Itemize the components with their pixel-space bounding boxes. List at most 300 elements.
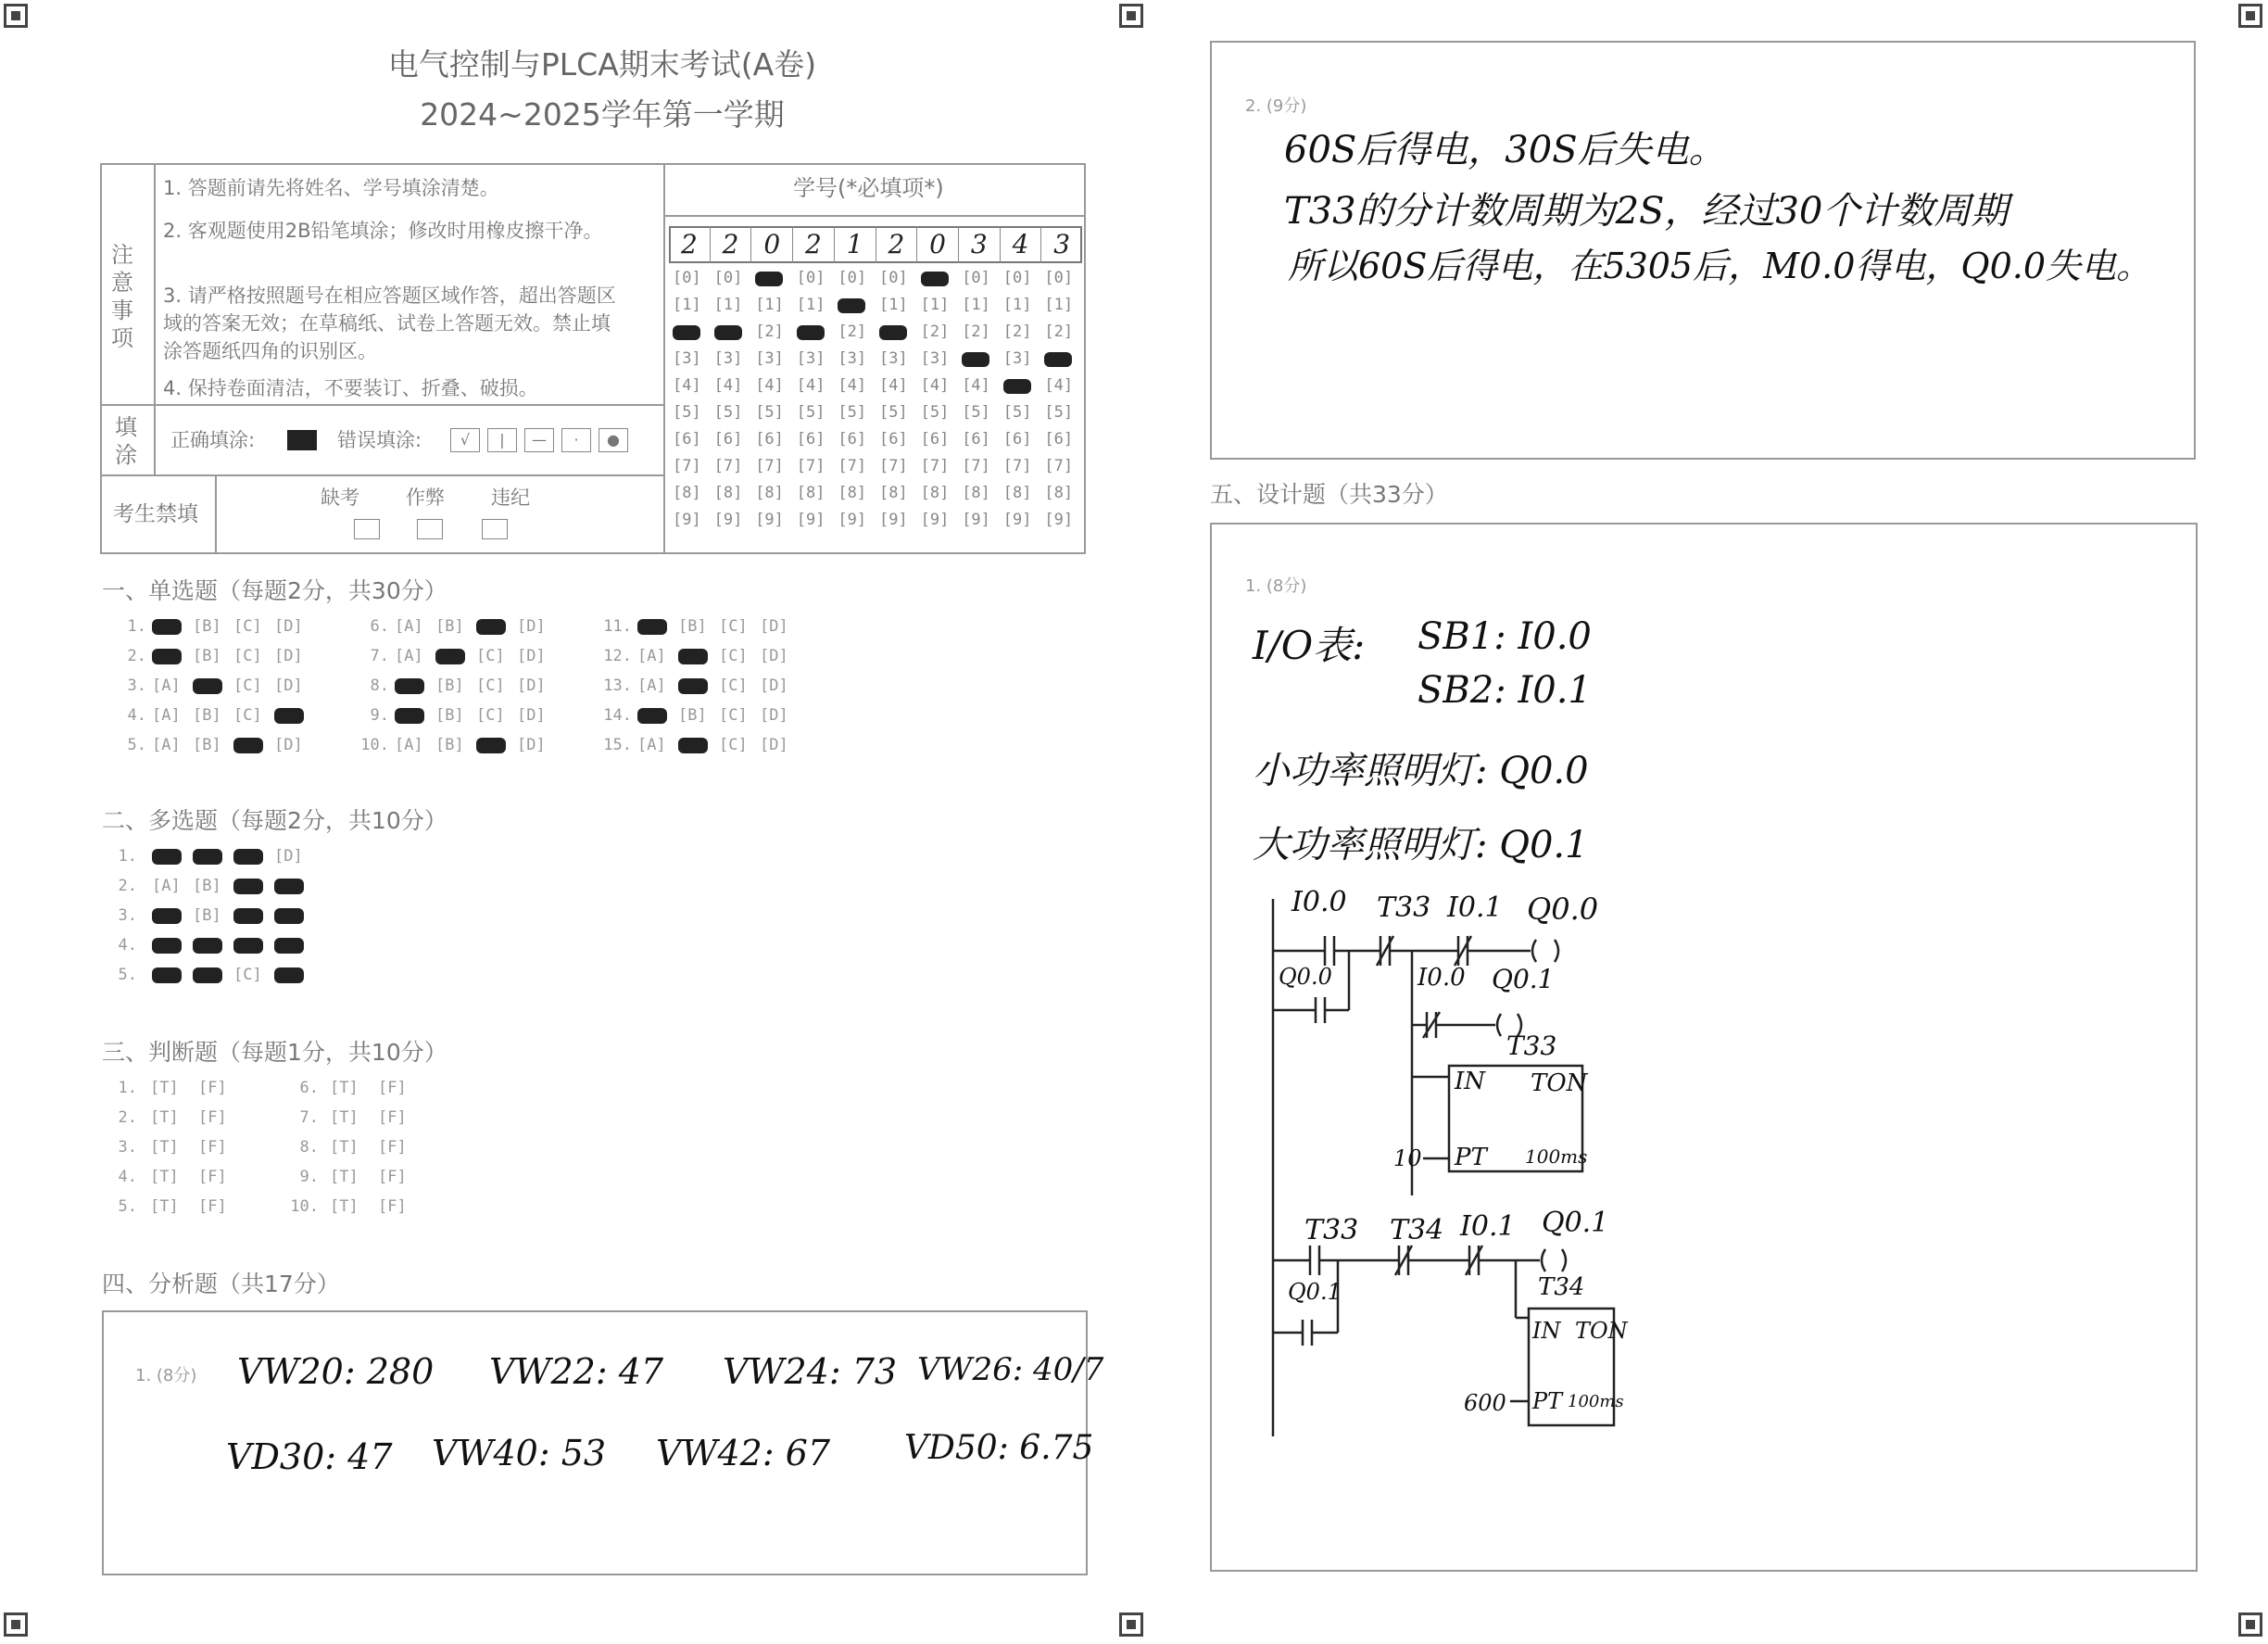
student-id-digit: 3 <box>1053 229 1071 259</box>
answer-bubble[interactable]: [C] <box>719 736 748 754</box>
question-number: 8. <box>370 677 389 695</box>
corner-marker <box>4 1612 28 1637</box>
answer-bubble[interactable]: [D] <box>760 617 788 636</box>
student-id-digit: 2 <box>793 226 835 263</box>
answer-bubble[interactable]: [B] <box>193 706 221 725</box>
answer-bubble[interactable]: [A] <box>152 877 181 895</box>
student-id-bubble[interactable]: [9] <box>962 511 990 529</box>
answer-bubble-filled[interactable] <box>233 908 263 924</box>
answer-bubble[interactable]: [A] <box>152 706 181 725</box>
section2-title: 二、多选题（每题2分，共10分） <box>102 807 447 834</box>
violation-checkbox[interactable] <box>482 519 508 539</box>
multi-choice-area[interactable] <box>111 847 389 1005</box>
answer-bubble[interactable]: [A] <box>152 677 181 695</box>
student-id-bubble[interactable]: [0] <box>962 269 990 287</box>
ladder-label: Q0.1 <box>1288 1279 1342 1305</box>
corner-marker <box>1119 4 1143 28</box>
forbidden-label: 考生禁填 <box>113 502 198 526</box>
answer-bubble-filled[interactable] <box>678 649 708 664</box>
student-id-digit: 3 <box>959 226 1001 263</box>
answer-bubble[interactable]: [B] <box>193 617 221 636</box>
answer-bubble[interactable]: [B] <box>193 736 221 754</box>
answer-bubble[interactable]: [D] <box>517 647 546 665</box>
student-id-bubble[interactable]: [3] <box>673 349 701 368</box>
wrong-fill-samples <box>450 428 628 452</box>
answer-bubble-filled[interactable] <box>152 908 182 924</box>
student-id-bubble[interactable]: [0] <box>1044 269 1074 287</box>
ladder-label: PT <box>1532 1388 1563 1414</box>
student-id-bubble-filled[interactable] <box>714 325 742 340</box>
answer-bubble-filled[interactable] <box>476 619 506 635</box>
student-id-bubble[interactable]: [0] <box>673 269 701 287</box>
answer-bubble[interactable]: [B] <box>193 877 221 895</box>
question-number: 6. <box>299 1079 319 1097</box>
student-id-bubble[interactable]: [6] <box>879 430 908 449</box>
student-id-bubble[interactable]: [3] <box>920 349 950 368</box>
student-id-bubble[interactable]: [0] <box>1002 269 1032 287</box>
answer-bubble[interactable]: [F] <box>198 1108 227 1127</box>
answer-bubble[interactable]: [A] <box>395 647 423 665</box>
ladder-label: T33 <box>1377 892 1431 924</box>
student-id-bubble[interactable]: [1] <box>879 296 908 314</box>
answer-bubble[interactable]: [C] <box>233 647 262 665</box>
student-id-bubble[interactable]: [9] <box>713 511 743 529</box>
answer-bubble[interactable]: [T] <box>330 1168 359 1186</box>
student-id-bubble-filled[interactable] <box>921 272 949 286</box>
student-id-bubble[interactable]: [9] <box>920 511 950 529</box>
answer-bubble-filled[interactable] <box>678 678 708 694</box>
notice-item: 1. 答题前请先将姓名、学号填涂清楚。 <box>163 177 499 199</box>
answer-vd50: VD50: 6.75 <box>904 1429 1094 1467</box>
q2-answer-line: 所以60S后得电，在5305后，M0.0得电，Q0.0失电。 <box>1288 246 2152 286</box>
student-id-bubble[interactable]: [1] <box>796 296 825 314</box>
question-number: 6. <box>370 617 389 636</box>
answer-bubble-filled[interactable] <box>274 879 304 894</box>
answer-bubble[interactable]: [T] <box>150 1197 179 1216</box>
student-id-bubble[interactable]: [0] <box>838 269 867 287</box>
student-id-bubble[interactable]: [4] <box>713 376 743 395</box>
answer-bubble[interactable]: [C] <box>719 647 748 665</box>
student-id-bubble[interactable]: [4] <box>755 376 784 395</box>
student-id-bubble[interactable]: [4] <box>673 376 701 395</box>
ladder-label: T34 <box>1390 1214 1444 1246</box>
student-id-bubble[interactable]: [5] <box>673 403 701 422</box>
question-number: 3. <box>127 677 146 695</box>
ladder-label: IN <box>1455 1068 1486 1095</box>
question-number: 9. <box>299 1168 319 1186</box>
notice-label: 注意事项 <box>111 242 133 351</box>
answer-bubble[interactable]: [C] <box>719 706 748 725</box>
student-id-bubble[interactable]: [2] <box>838 322 867 341</box>
answer-bubble-filled[interactable] <box>193 967 222 983</box>
answer-bubble[interactable]: [D] <box>274 677 303 695</box>
answer-bubble[interactable]: [C] <box>476 706 505 725</box>
section3-title: 三、判断题（每题1分，共10分） <box>102 1039 447 1066</box>
student-id-digit: 2 <box>711 226 752 263</box>
answer-bubble[interactable]: [T] <box>330 1197 359 1216</box>
exam-title: 电气控制与PLCA期末考试(A卷) <box>387 46 817 82</box>
ladder-label: PT <box>1455 1144 1487 1171</box>
student-id-bubble[interactable]: [4] <box>796 376 825 395</box>
answer-bubble-filled[interactable] <box>152 938 182 954</box>
student-id-bubble[interactable]: [3] <box>879 349 908 368</box>
question-number: 1. (8分) <box>1245 576 1307 596</box>
answer-bubble-filled[interactable] <box>395 708 424 724</box>
answer-bubble-filled[interactable] <box>274 938 304 954</box>
answer-bubble[interactable]: [A] <box>152 736 181 754</box>
answer-bubble[interactable]: [A] <box>395 736 423 754</box>
answer-bubble[interactable]: [B] <box>678 617 707 636</box>
question-number: 4. <box>118 1168 137 1186</box>
answer-bubble[interactable]: [C] <box>476 647 505 665</box>
answer-bubble[interactable]: [F] <box>198 1197 227 1216</box>
notice-item: 3. 请严格按照题号在相应答题区域作答，超出答题区域的答案无效；在草稿纸、试卷上答题无效。禁止填涂答题纸四角的识别区。 <box>163 285 616 362</box>
ladder-label: 100ms <box>1568 1392 1624 1411</box>
student-id-bubble[interactable]: [3] <box>796 349 825 368</box>
student-id-bubble[interactable]: [0] <box>796 269 825 287</box>
student-id-bubble[interactable]: [3] <box>838 349 867 368</box>
student-id-bubble[interactable]: [5] <box>796 403 825 422</box>
student-id-bubble[interactable]: [2] <box>920 322 950 341</box>
student-id-bubble[interactable]: [2] <box>1002 322 1032 341</box>
ladder-label: TON <box>1575 1318 1628 1344</box>
student-id-bubble[interactable]: [5] <box>713 403 743 422</box>
answer-bubble[interactable]: [B] <box>435 736 464 754</box>
answer-bubble[interactable]: [B] <box>435 617 464 636</box>
answer-bubble-filled[interactable] <box>152 619 182 635</box>
question-number: 2. <box>118 1108 137 1127</box>
cheat-checkbox[interactable] <box>417 519 443 539</box>
answer-bubble[interactable]: [B] <box>435 677 464 695</box>
student-id-bubble[interactable]: [8] <box>962 484 990 502</box>
question-number: 5. <box>118 966 137 984</box>
answer-bubble[interactable]: [C] <box>233 706 262 725</box>
student-id-bubble[interactable]: [1] <box>962 296 990 314</box>
ladder-label: 600 <box>1464 1390 1506 1416</box>
ladder-label: I0.1 <box>1447 892 1503 924</box>
io-row: SB1: I0.0 <box>1418 615 1592 658</box>
student-id-bubble[interactable]: [7] <box>713 457 743 475</box>
single-choice-area[interactable] <box>111 617 852 775</box>
question-number: 3. <box>118 906 137 925</box>
answer-bubble[interactable]: [F] <box>198 1168 227 1186</box>
student-id-bubble[interactable]: [9] <box>796 511 825 529</box>
answer-bubble-filled[interactable] <box>678 738 708 753</box>
student-id-bubble-filled[interactable] <box>879 325 907 340</box>
section1-title: 一、单选题（每题2分，共30分） <box>102 577 447 604</box>
question-number: 1. <box>118 1079 137 1097</box>
student-id-bubble[interactable]: [1] <box>1002 296 1032 314</box>
answer-bubble-filled[interactable] <box>193 849 222 865</box>
student-id-digit: 2 <box>876 226 918 263</box>
answer-vw26: VW26: 40/7 <box>917 1351 1104 1388</box>
question-number: 3. <box>118 1138 137 1157</box>
wrong-fill-label: 错误填涂: <box>337 429 422 451</box>
answer-bubble[interactable]: [B] <box>678 706 707 725</box>
q2-answer-line: T33的分计数周期为2S，经过30个计数周期 <box>1284 190 2009 233</box>
answer-bubble[interactable]: [F] <box>378 1168 407 1186</box>
question-number: 12. <box>603 647 632 665</box>
student-id-bubble[interactable]: [5] <box>920 403 950 422</box>
answer-bubble[interactable]: [C] <box>719 617 748 636</box>
student-id-bubble[interactable]: [9] <box>673 511 701 529</box>
answer-bubble[interactable]: [T] <box>150 1079 179 1097</box>
answer-bubble[interactable]: [D] <box>517 617 546 636</box>
student-id-bubble[interactable]: [4] <box>838 376 867 395</box>
answer-bubble-filled[interactable] <box>233 849 263 865</box>
answer-bubble-filled[interactable] <box>193 678 222 694</box>
student-id-bubble[interactable]: [1] <box>920 296 950 314</box>
question-number: 5. <box>127 736 146 754</box>
student-id-bubble[interactable]: [0] <box>879 269 908 287</box>
answer-bubble[interactable]: [D] <box>517 706 546 725</box>
question-number: 2. <box>118 877 137 895</box>
student-id-bubble[interactable]: [9] <box>755 511 784 529</box>
section5-title: 五、设计题（共33分） <box>1210 481 1448 508</box>
answer-bubble[interactable]: [B] <box>435 706 464 725</box>
answer-bubble[interactable]: [F] <box>198 1138 227 1157</box>
ladder-label: Q0.0 <box>1279 964 1332 990</box>
student-id-bubble[interactable]: [7] <box>796 457 825 475</box>
io-table-label: I/O表: <box>1253 623 1366 668</box>
true-false-area[interactable] <box>111 1079 482 1236</box>
ladder-label: 100ms <box>1525 1145 1588 1168</box>
student-id-bubble[interactable]: [6] <box>1044 430 1074 449</box>
answer-bubble[interactable]: [D] <box>760 736 788 754</box>
student-id-bubble[interactable]: [4] <box>920 376 950 395</box>
answer-bubble[interactable]: [F] <box>378 1079 407 1097</box>
student-id-bubble[interactable]: [3] <box>755 349 784 368</box>
student-id-bubble[interactable]: [5] <box>755 403 784 422</box>
answer-bubble-filled[interactable] <box>637 708 667 724</box>
answer-bubble-filled[interactable] <box>395 678 424 694</box>
forbidden-absent: 缺考 <box>321 487 359 509</box>
answer-bubble[interactable]: [C] <box>233 677 262 695</box>
answer-bubble[interactable]: [F] <box>198 1079 227 1097</box>
answer-bubble[interactable]: [F] <box>378 1197 407 1216</box>
answer-bubble[interactable]: [D] <box>760 677 788 695</box>
exam-subtitle: 2024~2025学年第一学期 <box>420 96 785 133</box>
absent-checkbox[interactable] <box>354 519 380 539</box>
answer-bubble[interactable]: [C] <box>233 966 262 984</box>
ladder-label: T33 <box>1506 1031 1557 1061</box>
student-id-bubble[interactable]: [4] <box>879 376 908 395</box>
student-id-bubble-filled[interactable] <box>673 325 700 340</box>
student-id-bubble[interactable]: [7] <box>920 457 950 475</box>
notice-item: 2. 客观题使用2B铅笔填涂；修改时用橡皮擦干净。 <box>163 220 603 242</box>
answer-bubble[interactable]: [B] <box>193 647 221 665</box>
student-id-digit: 4 <box>1001 226 1042 263</box>
fill-label: 填涂 <box>115 414 137 468</box>
student-id-bubble[interactable]: [3] <box>1002 349 1032 368</box>
student-id-bubble[interactable]: [8] <box>1002 484 1032 502</box>
student-id-bubble[interactable]: [8] <box>920 484 950 502</box>
answer-bubble-filled[interactable] <box>233 879 263 894</box>
student-id-bubble-grid[interactable] <box>669 269 1082 543</box>
answer-bubble-filled[interactable] <box>274 708 304 724</box>
answer-bubble[interactable]: [C] <box>233 617 262 636</box>
student-id-bubble[interactable]: [7] <box>962 457 990 475</box>
student-id-bubble[interactable]: [8] <box>796 484 825 502</box>
student-id-bubble[interactable]: [6] <box>796 430 825 449</box>
answer-bubble-filled[interactable] <box>152 649 182 664</box>
answer-bubble[interactable]: [D] <box>274 847 303 866</box>
answer-bubble[interactable]: [D] <box>274 617 303 636</box>
corner-marker <box>4 4 28 28</box>
wrong-sample: — <box>524 428 554 452</box>
student-id-bubble-filled[interactable] <box>1003 379 1031 394</box>
corner-marker <box>1119 1612 1143 1637</box>
student-id-bubble[interactable]: [6] <box>838 430 867 449</box>
student-id-bubble[interactable]: [7] <box>1044 457 1074 475</box>
answer-bubble[interactable]: [D] <box>760 706 788 725</box>
answer-vd30: VD30: 47 <box>226 1436 393 1477</box>
student-id-bubble[interactable]: [2] <box>1044 322 1074 341</box>
student-id-bubble[interactable]: [8] <box>838 484 867 502</box>
corner-marker <box>2238 4 2262 28</box>
question-number: 1. <box>118 847 137 866</box>
student-id-bubble[interactable]: [1] <box>713 296 743 314</box>
student-id-digit-row <box>669 226 1082 263</box>
wrong-sample: √ <box>450 428 480 452</box>
answer-bubble[interactable]: [T] <box>150 1108 179 1127</box>
correct-fill-sample <box>287 430 317 450</box>
student-id-bubble[interactable]: [1] <box>755 296 784 314</box>
forbidden-violation: 违纪 <box>491 487 530 509</box>
student-id-digit: 0 <box>917 226 959 263</box>
answer-bubble-filled[interactable] <box>233 938 263 954</box>
student-id-bubble[interactable]: [6] <box>1002 430 1032 449</box>
ladder-label: T33 <box>1304 1214 1359 1246</box>
student-id-bubble[interactable]: [8] <box>673 484 701 502</box>
student-id-bubble[interactable]: [4] <box>1044 376 1074 395</box>
question-number: 2. <box>127 647 146 665</box>
student-id-bubble[interactable]: [4] <box>962 376 990 395</box>
answer-vw40: VW40: 53 <box>432 1433 607 1473</box>
answer-bubble[interactable]: [B] <box>193 906 221 925</box>
ladder-label: I0.0 <box>1418 964 1466 992</box>
student-id-bubble-filled[interactable] <box>838 298 865 313</box>
student-id-bubble[interactable]: [8] <box>1044 484 1074 502</box>
wrong-sample: · <box>561 428 591 452</box>
answer-bubble[interactable]: [A] <box>637 677 666 695</box>
answer-bubble[interactable]: [C] <box>719 677 748 695</box>
answer-bubble[interactable]: [D] <box>274 647 303 665</box>
student-id-bubble[interactable]: [3] <box>713 349 743 368</box>
question-number: 10. <box>290 1197 319 1216</box>
answer-vw22: VW22: 47 <box>489 1351 664 1392</box>
answer-bubble[interactable]: [T] <box>330 1108 359 1127</box>
answer-bubble-filled[interactable] <box>152 849 182 865</box>
notice-item: 4. 保持卷面清洁，不要装订、折叠、破损。 <box>163 377 538 399</box>
ladder-label: 10 <box>1393 1145 1422 1171</box>
forbidden-cheat: 作弊 <box>406 487 445 509</box>
student-id-bubble[interactable]: [5] <box>838 403 867 422</box>
answer-bubble[interactable]: [D] <box>274 736 303 754</box>
student-id-bubble[interactable]: [5] <box>962 403 990 422</box>
student-id-bubble[interactable]: [7] <box>838 457 867 475</box>
student-id-bubble[interactable]: [8] <box>713 484 743 502</box>
question-number: 1. (8分) <box>135 1366 197 1385</box>
student-id-bubble[interactable]: [1] <box>1044 296 1074 314</box>
student-id-bubble[interactable]: [7] <box>673 457 701 475</box>
student-id-bubble[interactable]: [2] <box>962 322 990 341</box>
student-id-bubble[interactable]: [5] <box>1002 403 1032 422</box>
answer-bubble[interactable]: [F] <box>378 1108 407 1127</box>
answer-bubble[interactable]: [T] <box>330 1138 359 1157</box>
student-id-bubble[interactable]: [6] <box>755 430 784 449</box>
student-id-bubble[interactable]: [6] <box>713 430 743 449</box>
lamp-row: 大功率照明灯: Q0.1 <box>1253 824 1589 866</box>
ladder-label: TON <box>1531 1069 1588 1097</box>
student-id-bubble[interactable]: [8] <box>879 484 908 502</box>
answer-bubble-filled[interactable] <box>476 738 506 753</box>
answer-bubble[interactable]: [D] <box>760 647 788 665</box>
student-id-bubble[interactable]: [6] <box>962 430 990 449</box>
answer-bubble-filled[interactable] <box>274 908 304 924</box>
answer-bubble[interactable]: [T] <box>150 1138 179 1157</box>
student-id-bubble[interactable]: [9] <box>1044 511 1074 529</box>
student-id-bubble[interactable]: [5] <box>1044 403 1074 422</box>
lamp-row: 小功率照明灯: Q0.0 <box>1253 750 1589 792</box>
question-number: 10. <box>360 736 389 754</box>
ladder-label: T34 <box>1538 1273 1585 1301</box>
student-id-bubble[interactable]: [0] <box>713 269 743 287</box>
answer-bubble[interactable]: [T] <box>330 1079 359 1097</box>
question-number: 1. <box>127 617 146 636</box>
student-id-bubble[interactable]: [6] <box>920 430 950 449</box>
answer-bubble-filled[interactable] <box>233 738 263 753</box>
wrong-sample: | <box>487 428 517 452</box>
student-id-bubble-filled[interactable] <box>797 325 825 340</box>
answer-bubble[interactable]: [C] <box>476 677 505 695</box>
question-number: 4. <box>118 936 137 955</box>
student-id-bubble[interactable]: [7] <box>879 457 908 475</box>
ladder-label: Q0.1 <box>1492 964 1555 994</box>
answer-bubble-filled[interactable] <box>274 967 304 983</box>
student-id-bubble-filled[interactable] <box>962 352 989 367</box>
student-id-bubble[interactable]: [7] <box>755 457 784 475</box>
answer-bubble[interactable]: [F] <box>378 1138 407 1157</box>
student-id-bubble[interactable]: [2] <box>755 322 784 341</box>
answer-bubble[interactable]: [D] <box>517 736 546 754</box>
student-id-bubble[interactable]: [6] <box>673 430 701 449</box>
answer-bubble-filled[interactable] <box>152 967 182 983</box>
student-id-digit: 0 <box>751 226 793 263</box>
wrong-sample: ● <box>598 428 628 452</box>
answer-bubble[interactable]: [A] <box>395 617 423 636</box>
answer-bubble[interactable]: [T] <box>150 1168 179 1186</box>
student-id-bubble-filled[interactable] <box>755 272 783 286</box>
student-id-bubble[interactable]: [9] <box>879 511 908 529</box>
student-id-bubble[interactable]: [1] <box>673 296 701 314</box>
answer-bubble-filled[interactable] <box>435 649 465 664</box>
student-id-bubble[interactable]: [5] <box>879 403 908 422</box>
answer-vw20: VW20: 280 <box>237 1351 435 1392</box>
answer-bubble-filled[interactable] <box>193 938 222 954</box>
ladder-label: I0.0 <box>1292 886 1347 918</box>
student-id-bubble[interactable]: [9] <box>1002 511 1032 529</box>
answer-bubble[interactable]: [A] <box>637 647 666 665</box>
answer-bubble-filled[interactable] <box>637 619 667 635</box>
answer-bubble[interactable]: [A] <box>637 736 666 754</box>
student-id-bubble[interactable]: [8] <box>755 484 784 502</box>
answer-vw42: VW42: 67 <box>656 1433 831 1473</box>
student-id-bubble[interactable]: [7] <box>1002 457 1032 475</box>
answer-bubble[interactable]: [D] <box>517 677 546 695</box>
student-id-bubble[interactable]: [9] <box>838 511 867 529</box>
student-id-bubble-filled[interactable] <box>1044 352 1072 367</box>
